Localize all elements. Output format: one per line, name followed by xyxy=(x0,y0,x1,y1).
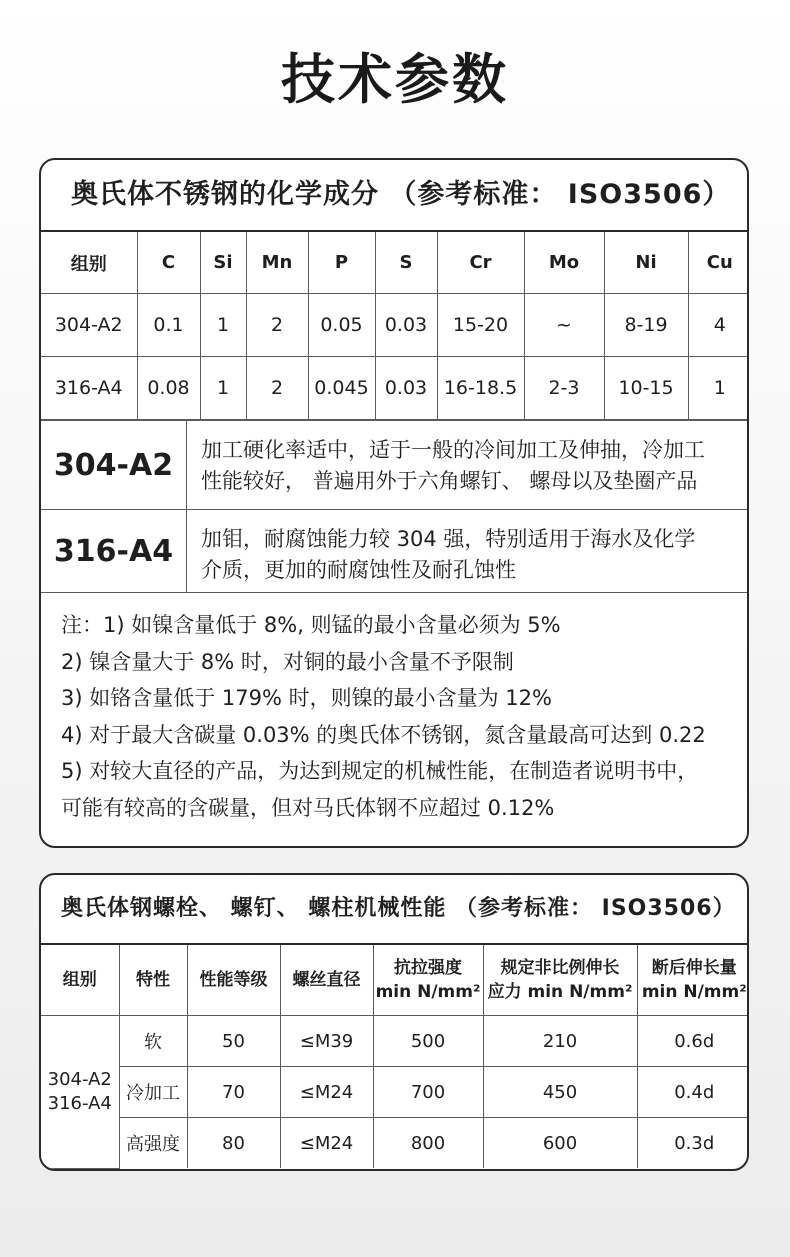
table-cell: 50 xyxy=(187,1016,280,1067)
table-cell: 16-18.5 xyxy=(437,357,524,420)
table-cell: 316-A4 xyxy=(41,357,137,420)
table-cell: ≤M24 xyxy=(280,1067,373,1118)
description-line: 加钼，耐腐蚀能力较 304 强，特别适用于海水及化学 xyxy=(201,527,696,551)
table-cell: 0.03 xyxy=(375,357,437,420)
column-header: 组别 xyxy=(41,232,137,294)
mechanical-panel xyxy=(39,873,749,1171)
table-row xyxy=(41,357,749,420)
group-cell xyxy=(41,1016,119,1169)
table-cell: 0.3d xyxy=(637,1118,749,1169)
group-label: 304-A2 xyxy=(47,1068,112,1090)
page-title: 技术参数 xyxy=(281,48,509,111)
table-cell: 600 xyxy=(483,1118,637,1169)
table-cell: 0.4d xyxy=(637,1067,749,1118)
table-row xyxy=(41,1016,749,1067)
table-cell: 0.03 xyxy=(375,294,437,357)
table-cell: 1 xyxy=(688,357,749,420)
description-line: 介质，更加的耐腐蚀性及耐孔蚀性 xyxy=(201,558,516,582)
column-header: P xyxy=(308,232,375,294)
table-cell: 2 xyxy=(246,294,308,357)
table-cell: 80 xyxy=(187,1118,280,1169)
table-cell: 800 xyxy=(373,1118,483,1169)
table-row xyxy=(41,1118,749,1169)
notes-section xyxy=(41,592,747,826)
composition-table xyxy=(41,232,749,420)
grade-description-304 xyxy=(41,420,747,509)
note-line: 2) 镍含量大于 8% 时，对铜的最小含量不予限制 xyxy=(61,649,514,674)
table-row xyxy=(41,294,749,357)
composition-panel xyxy=(39,158,749,848)
column-header: 特性 xyxy=(119,945,187,1016)
table-cell: 500 xyxy=(373,1016,483,1067)
note-line: 注：1) 如镍含量低于 8%, 则锰的最小含量必须为 5% xyxy=(61,613,561,637)
column-header: S xyxy=(375,232,437,294)
table-cell: 15-20 xyxy=(437,294,524,357)
composition-header-row xyxy=(41,232,749,294)
composition-title: 奥氏体不锈钢的化学成分 （参考标准： ISO3506） xyxy=(41,160,747,232)
table-cell: 450 xyxy=(483,1067,637,1118)
description-line: 性能较好， 普遍用外于六角螺钉、 螺母以及垫圈产品 xyxy=(201,469,698,493)
table-cell: ≤M39 xyxy=(280,1016,373,1067)
column-header: 断后伸长量 min N/mm² xyxy=(637,945,749,1016)
grade-label: 304-A2 xyxy=(41,421,187,509)
note-line: 3) 如铬含量低于 179% 时，则镍的最小含量为 12% xyxy=(61,686,552,710)
table-cell: 700 xyxy=(373,1067,483,1118)
table-cell: 软 xyxy=(119,1016,187,1067)
table-cell: 冷加工 xyxy=(119,1067,187,1118)
column-header: 抗拉强度 min N/mm² xyxy=(373,945,483,1016)
mechanical-title: 奥氏体钢螺栓、 螺钉、 螺柱机械性能 （参考标准： ISO3506） xyxy=(41,875,747,945)
column-header: Mo xyxy=(524,232,604,294)
grade-description-316 xyxy=(41,509,747,592)
table-cell: 4 xyxy=(688,294,749,357)
column-header: 螺丝直径 xyxy=(280,945,373,1016)
table-cell: ≤M24 xyxy=(280,1118,373,1169)
note-line: 5) 对较大直径的产品，为达到规定的机械性能，在制造者说明书中， xyxy=(61,759,699,783)
table-cell: 高强度 xyxy=(119,1118,187,1169)
mechanical-header-row xyxy=(41,945,749,1016)
mechanical-table xyxy=(41,945,749,1169)
description-line: 加工硬化率适中，适于一般的冷间加工及伸抽，冷加工 xyxy=(201,438,705,462)
table-cell: 304-A2 xyxy=(41,294,137,357)
column-header: 组别 xyxy=(41,945,119,1016)
grade-description-text xyxy=(187,421,747,509)
table-cell: 8-19 xyxy=(604,294,688,357)
column-header: Ni xyxy=(604,232,688,294)
table-cell: 1 xyxy=(200,294,246,357)
table-cell: 0.1 xyxy=(137,294,200,357)
table-cell: 0.05 xyxy=(308,294,375,357)
table-cell: 0.6d xyxy=(637,1016,749,1067)
note-line: 可能有较高的含碳量，但对马氏体钢不应超过 0.12% xyxy=(61,795,555,820)
note-line: 4) 对于最大含碳量 0.03% 的奥氏体不锈钢，氮含量最高可达到 0.22 xyxy=(61,722,706,747)
column-header: Mn xyxy=(246,232,308,294)
table-cell: 0.045 xyxy=(308,357,375,420)
column-header: Si xyxy=(200,232,246,294)
table-cell: 0.08 xyxy=(137,357,200,420)
table-cell: 210 xyxy=(483,1016,637,1067)
column-header: 性能等级 xyxy=(187,945,280,1016)
grade-description-text xyxy=(187,510,747,592)
table-cell: 2-3 xyxy=(524,357,604,420)
table-cell: ~ xyxy=(524,294,604,357)
table-cell: 70 xyxy=(187,1067,280,1118)
table-cell: 2 xyxy=(246,357,308,420)
grade-label: 316-A4 xyxy=(41,510,187,592)
table-cell: 10-15 xyxy=(604,357,688,420)
table-row xyxy=(41,1067,749,1118)
column-header: Cr xyxy=(437,232,524,294)
group-label: 316-A4 xyxy=(47,1092,112,1114)
column-header: C xyxy=(137,232,200,294)
column-header: Cu xyxy=(688,232,749,294)
column-header: 规定非比例伸长 应力 min N/mm² xyxy=(483,945,637,1016)
table-cell: 1 xyxy=(200,357,246,420)
